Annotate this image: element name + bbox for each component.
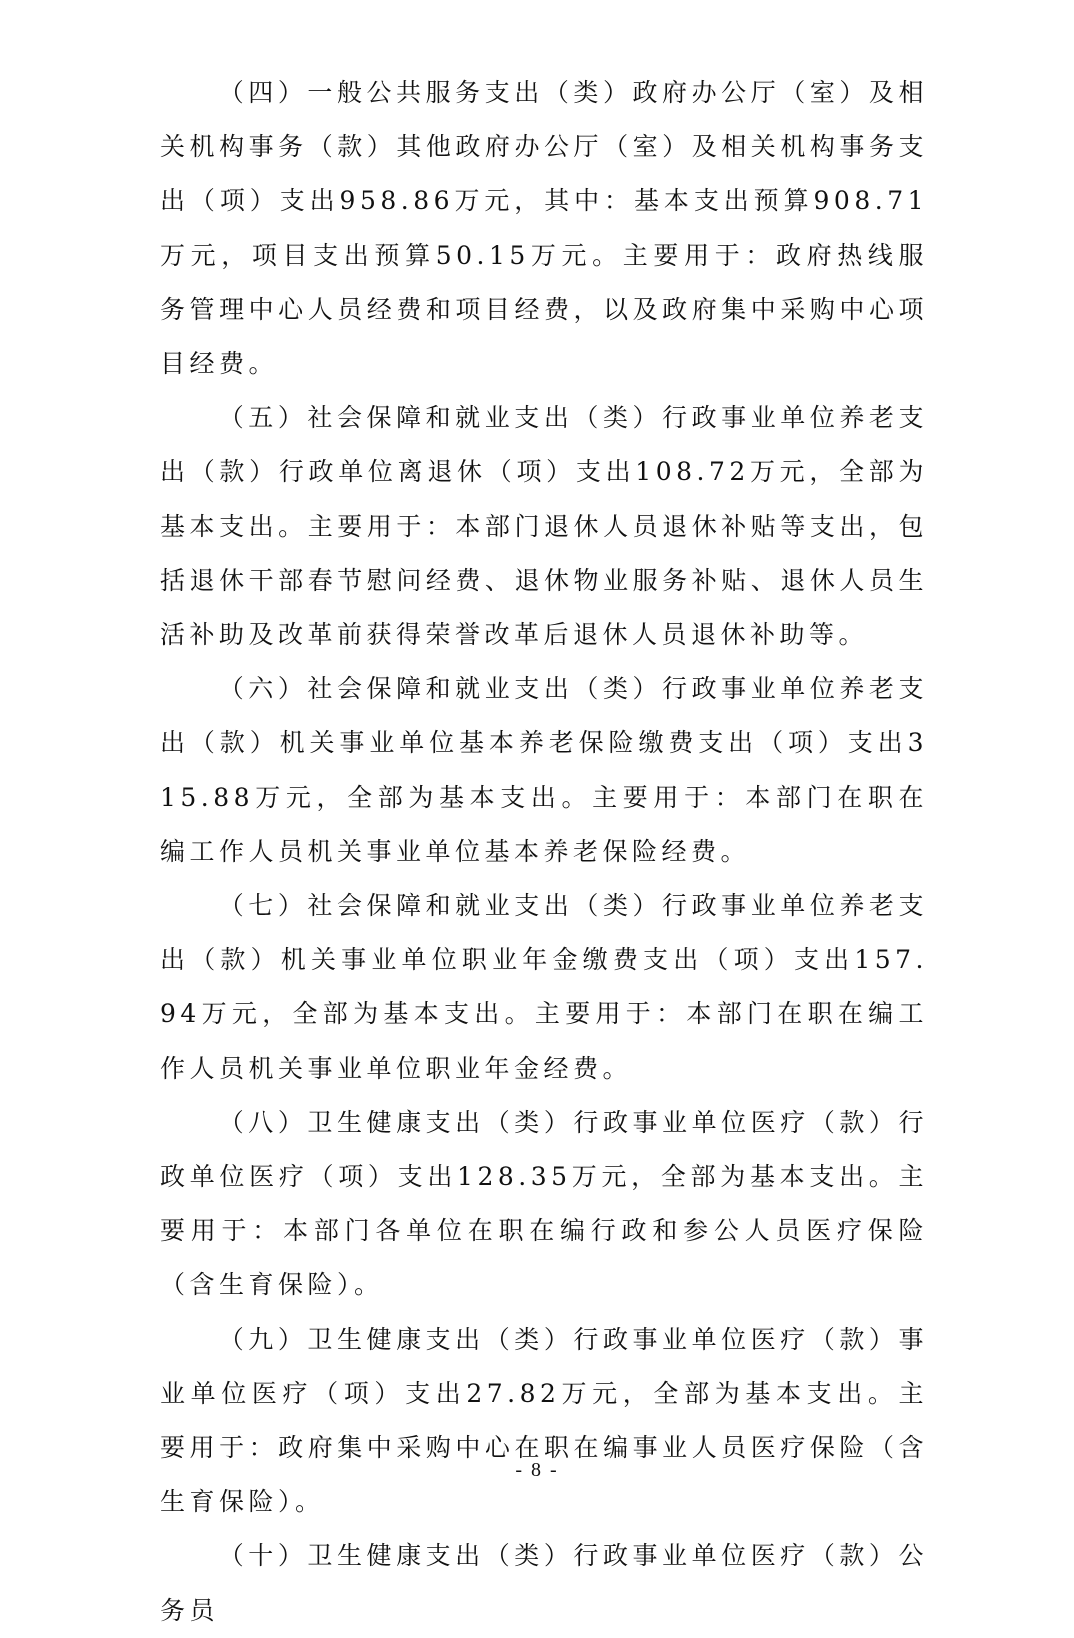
paragraph-9: （九）卫生健康支出（类）行政事业单位医疗（款）事业单位医疗（项）支出27.82万元，全部为基本支出。主要用于：政府集中采购中心在职在编事业人员医疗保险（含生育保险）。 — [160, 1324, 928, 1517]
paragraph-8: （八）卫生健康支出（类）行政事业单位医疗（款）行政单位医疗（项）支出128.35万元，全部为基本支出。主要用于：本部门各单位在职在编行政和参公人员医疗保险（含生育保险）。 — [160, 1107, 928, 1300]
paragraph-7: （七）社会保障和就业支出（类）行政事业单位养老支出（款）机关事业单位职业年金缴费支出（项）支出157.94万元，全部为基本支出。主要用于：本部门在职在编工作人员机关事业单位职业年金经费。 — [160, 891, 928, 1083]
paragraph-4: （四）一般公共服务支出（类）政府办公厅（室）及相关机构事务（款）其他政府办公厅（室）及相关机构事务支出（项）支出958.86万元，其中：基本支出预算908.71万元，项目支出预算50.15万元。主要用于：政府热线服务管理中心人员经费和项目经费，以及政府集中采购中心项目经费。 — [160, 78, 928, 379]
document-body — [160, 66, 928, 1625]
paragraph-10: （十）卫生健康支出（类）行政事业单位医疗（款）公务员 — [160, 1541, 928, 1625]
paragraph-6: （六）社会保障和就业支出（类）行政事业单位养老支出（款）机关事业单位基本养老保险缴费支出（项）支出315.88万元，全部为基本支出。主要用于：本部门在职在编工作人员机关事业单位基本养老保险经费。 — [160, 674, 928, 866]
paragraph-5: （五）社会保障和就业支出（类）行政事业单位养老支出（款）行政单位离退休（项）支出108.72万元，全部为基本支出。主要用于：本部门退休人员退休补贴等支出，包括退休干部春节慰问经费、退休物业服务补贴、退休人员生活补助及改革前获得荣誉改革后退休人员退休补助等。 — [160, 403, 928, 650]
page-number: - 8 - — [515, 1459, 559, 1481]
